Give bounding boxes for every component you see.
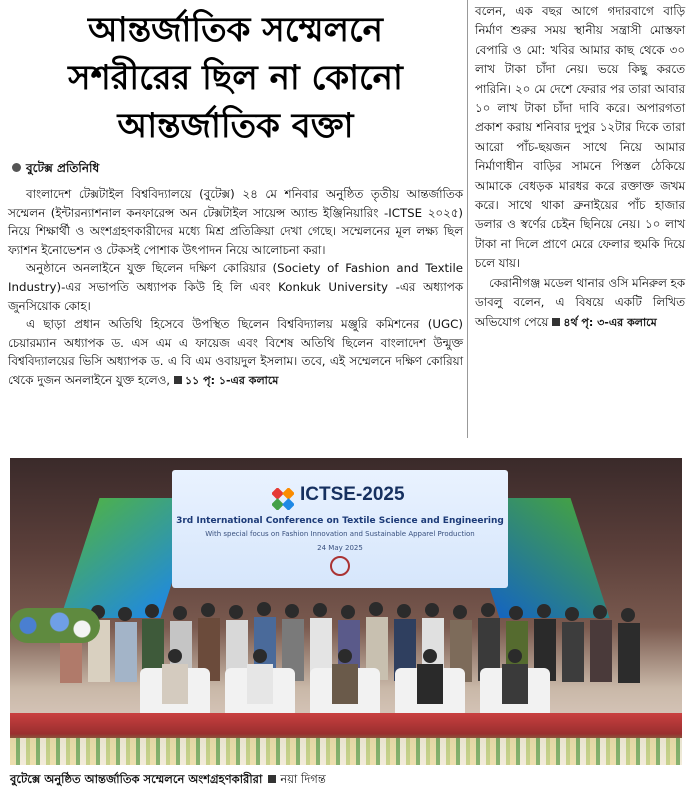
square-icon [552,318,560,326]
banner-title: ICTSE-2025 [300,484,405,505]
lead-paragraph-3-text: এ ছাড়া প্রধান অতিথি হিসেবে উপস্থিত ছিলেন বিশ্ববিদ্যালয় মঞ্জুরি কমিশনের (UGC) চেয়ারম্যান অধ্যাপক ড. এস এম এ ফায়েজ এবং বিশেষ অতিথি ছিলেন বাংলাদেশ উন্মুক্ত বিশ্ববিদ্যালয়ের ভিসি অধ্যাপক ড. এ বি এম ওবায়দুল ইসলাম। তবে, এই সম্মেলনে দক্ষিণ কোরিয়া থেকে দুজন অনলাইনে যুক্ত হলেও, [8,317,463,387]
right-paragraph-2 [475,274,685,332]
right-paragraph-2-text: কেরানীগঞ্জ মডেল থানার ওসি মনিরুল হক ডাবলু বলেন, এ বিষয়ে একটি লিখিত অভিযোগ পেয়ে [475,275,685,329]
banner-theme: With special focus on Fashion Innovation and Sustainable Apparel Production [205,530,475,538]
headline-line-3: আন্তর্জাতিক বক্তা [117,106,354,146]
byline [12,160,462,180]
byline-text: বুটেক্স প্রতিনিধি [26,161,100,175]
conference-logo-icon [272,488,294,510]
photo-credit: নয়া দিগন্ত [280,772,326,786]
lead-jump-text: ১১ পৃ: ১-এর কলামে [185,373,279,387]
headline [8,6,463,150]
column-divider [467,0,468,438]
headline-line-2: সশরীরের ছিল না কোনো [68,58,403,98]
lead-paragraph-2: অনুষ্ঠানে অনলাইনে যুক্ত ছিলেন দক্ষিণ কোরিয়ার (Society of Fashion and Textile Industry)-এর সভাপতি অধ্যাপক কিউ হি লি এবং Konkuk University -এর অধ্যাপক জুনসিয়োক কোহ। [8,261,463,313]
stage-flowers [10,738,682,765]
university-seal-icon [330,556,350,576]
banner-date: 24 May 2025 [317,544,363,552]
right-paragraph-1: বলেন, এক বছর আগে গদারবাগে বাড়ি নির্মাণ শুরুর সময় স্থানীয় সন্ত্রাসী মোস্তফা বেপারি ও মো: খবির আমার কাছ থেকে ৩০ লাখ টাকা চাঁদা নেয়। ভয়ে কিছু করতে পারিনি। ২০ মে দেশে ফেরার পর তারা আবার ১০ লাখ টাকা চাঁদা দাবি করে। অপারগতা প্রকাশ করায় শনিবার দুপুর ১২টার দিকে তারা আরো পাঁচ-ছয়জন সাথে নিয়ে আমার নির্মাণাধীন বাড়ির সামনে পিস্তল ঠেকিয়ে আমাকে বেধড়ক মারধর করে রক্তাক্ত জখম করে। সাথে থাকা ব্রুনাইয়ের পাঁচ হাজার ডলার ও স্বর্ণের চেইন ছিনিয়ে নেয়। ১০ লাখ টাকা না দিলে প্রাণে মেরে ফেলার হুমকি দিয়ে চলে যায়। [475,4,685,271]
banner-subtitle: 3rd International Conference on Textile Science and Engineering [176,516,504,526]
event-photo [10,458,682,765]
lead-paragraph-3 [8,315,463,390]
square-icon [268,775,276,783]
headline-line-1: আন্তর্জাতিক সম্মেলনে [88,10,383,50]
flower-bouquet [10,608,100,643]
bullet-icon [12,163,21,172]
photo-caption [10,771,682,790]
lead-paragraph-1: বাংলাদেশ টেক্সটাইল বিশ্ববিদ্যালয়ে (বুটেক্স) ২৪ মে শনিবার অনুষ্ঠিত তৃতীয় আন্তর্জাতিক সম্মেলন (ইন্টারন্যাশনাল কনফারেন্স অন টেক্সটাইল সায়েন্স অ্যান্ড ইঞ্জিনিয়ারিং -ICTSE ২০২৫) নিয়ে শিক্ষার্থী ও অংশগ্রহণকারীদের মধ্যে মিশ্র প্রতিক্রিয়া দেখা গেছে। সম্মেলনের মূল লক্ষ্য ছিল ফ্যাশন ইনোভেশন ও টেকসই পোশাক উৎপাদন নিয়ে আলোচনা করা। [8,187,463,257]
lead-article [8,185,463,391]
caption-text: বুটেক্সে অনুষ্ঠিত আন্তর্জাতিক সম্মেলনে অংশগ্রহণকারীরা [10,772,263,786]
right-column-article [475,2,685,332]
lead-jump-reference[interactable] [170,374,278,387]
conference-banner [172,470,508,588]
square-icon [174,376,182,384]
right-jump-reference[interactable] [548,316,656,329]
right-jump-text: ৪র্থ পৃ: ৩-এর কলামে [563,315,657,329]
